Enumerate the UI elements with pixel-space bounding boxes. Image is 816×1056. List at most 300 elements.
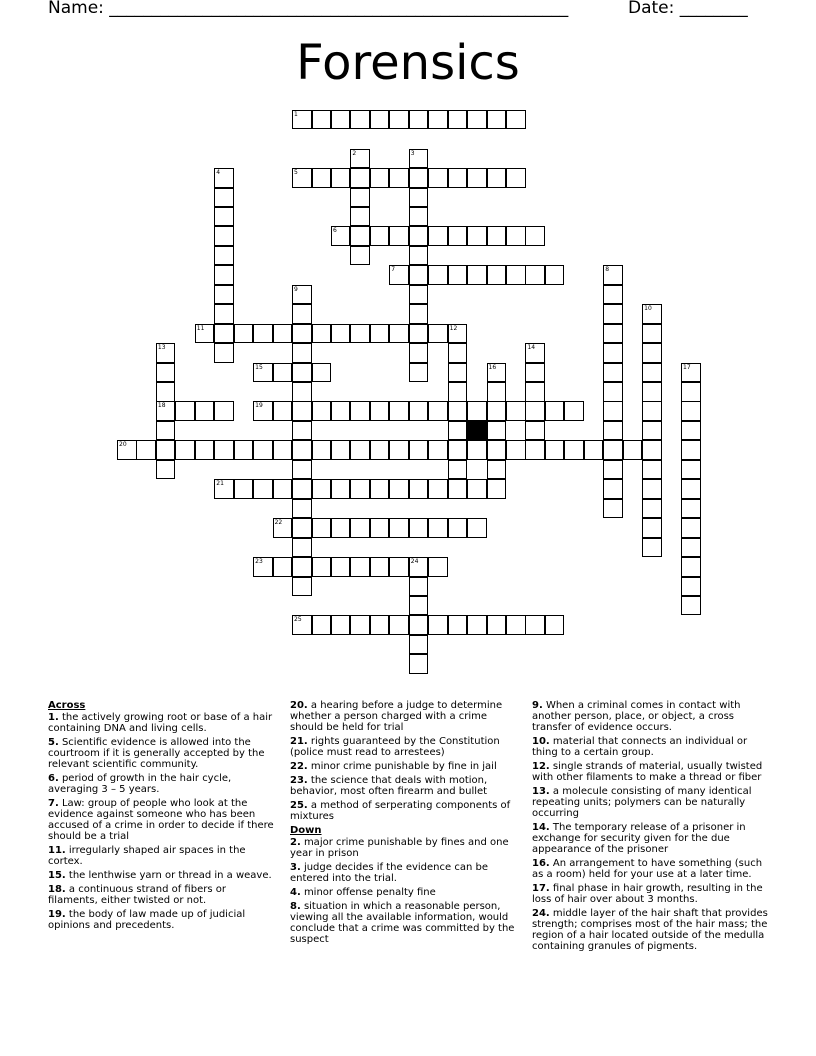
crossword-cell[interactable] <box>525 363 545 383</box>
crossword-cell[interactable] <box>603 382 623 402</box>
crossword-cell[interactable] <box>370 518 390 538</box>
crossword-cell[interactable] <box>506 110 526 130</box>
crossword-cell[interactable] <box>642 460 662 480</box>
crossword-cell[interactable] <box>273 518 293 538</box>
crossword-cell[interactable] <box>428 615 448 635</box>
crossword-cell[interactable] <box>428 226 448 246</box>
crossword-cell[interactable] <box>331 479 351 499</box>
crossword-cell[interactable] <box>331 440 351 460</box>
crossword-cell[interactable] <box>409 654 429 674</box>
clue-down: 16. An arrangement to have something (such as a room) held for your use at a later time. <box>532 858 763 880</box>
clue-across: 23. the science that deals with motion, behavior, most often firearm and bullet <box>290 775 488 797</box>
crossword-cell[interactable] <box>642 538 662 558</box>
crossword-cell[interactable] <box>603 343 623 363</box>
clue-down: 14. The temporary release of a prisoner in exchange for security given for the due appearance of the prisoner <box>532 822 746 855</box>
crossword-cell[interactable] <box>642 401 662 421</box>
crossword-cell[interactable] <box>214 265 234 285</box>
crossword-cell[interactable] <box>195 324 215 344</box>
crossword-cell[interactable] <box>409 324 429 344</box>
crossword-cell[interactable] <box>487 226 507 246</box>
crossword-cell[interactable] <box>253 557 273 577</box>
crossword-cell[interactable] <box>681 363 701 383</box>
crossword-cell[interactable] <box>467 110 487 130</box>
crossword-cell[interactable] <box>331 557 351 577</box>
crossword-cell[interactable] <box>389 401 409 421</box>
crossword-cell[interactable] <box>487 460 507 480</box>
crossword-cell[interactable] <box>350 149 370 169</box>
clue-number: 2 <box>352 149 357 157</box>
crossword-cell[interactable] <box>273 401 293 421</box>
clue-number: 10 <box>644 305 652 313</box>
crossword-cell[interactable] <box>370 557 390 577</box>
crossword-cell[interactable] <box>409 635 429 655</box>
crossword-cell[interactable] <box>253 324 273 344</box>
crossword-cell[interactable] <box>487 265 507 285</box>
crossword-cell[interactable] <box>234 324 254 344</box>
clue-across: 25. a method of serperating components of mixtures <box>290 800 511 822</box>
crossword-cell[interactable] <box>681 479 701 499</box>
crossword-cell[interactable] <box>350 518 370 538</box>
crossword-cell[interactable] <box>525 382 545 402</box>
crossword-cell[interactable] <box>409 149 429 169</box>
crossword-cell[interactable] <box>525 421 545 441</box>
crossword-cell[interactable] <box>292 401 312 421</box>
crossword-cell[interactable] <box>428 110 448 130</box>
crossword-cell[interactable] <box>292 382 312 402</box>
crossword-cell[interactable] <box>292 324 312 344</box>
crossword-cell[interactable] <box>312 363 332 383</box>
crossword-cell[interactable] <box>409 110 429 130</box>
crossword-cell[interactable] <box>487 168 507 188</box>
crossword-cell[interactable] <box>312 615 332 635</box>
clue-number: 19 <box>255 402 263 410</box>
clue-number: 15 <box>255 363 263 371</box>
crossword-cell[interactable] <box>350 110 370 130</box>
crossword-cell[interactable] <box>370 168 390 188</box>
crossword-cell[interactable] <box>350 479 370 499</box>
clue-number: 9 <box>294 285 298 293</box>
crossword-cell[interactable] <box>525 440 545 460</box>
crossword-cell[interactable] <box>409 518 429 538</box>
crossword-cell[interactable] <box>292 577 312 597</box>
clue-number: 22 <box>274 519 283 527</box>
crossword-cell[interactable] <box>292 460 312 480</box>
crossword-cell[interactable] <box>467 615 487 635</box>
crossword-cell[interactable] <box>506 401 526 421</box>
crossword-cell[interactable] <box>214 324 234 344</box>
crossword-cell[interactable] <box>603 265 623 285</box>
crossword-cell[interactable] <box>409 596 429 616</box>
crossword-cell[interactable] <box>603 304 623 324</box>
crossword-cell[interactable] <box>389 226 409 246</box>
crossword-cell[interactable] <box>156 343 176 363</box>
crossword-cell[interactable] <box>487 401 507 421</box>
crossword-cell[interactable] <box>389 110 409 130</box>
clue-down: 10. material that connects an individual or thing to a certain group. <box>532 736 748 758</box>
crossword-cell[interactable] <box>312 557 332 577</box>
crossword-cell[interactable] <box>409 246 429 266</box>
clue-across: 7. Law: group of people who look at the evidence against someone who has been accused of a crime in order to decide if there should be a trial <box>48 798 274 842</box>
crossword-cell[interactable] <box>448 343 468 363</box>
crossword-cell[interactable] <box>409 207 429 227</box>
crossword-cell[interactable] <box>292 518 312 538</box>
crossword-cell[interactable] <box>642 479 662 499</box>
crossword-cell[interactable] <box>409 188 429 208</box>
crossword-cell[interactable] <box>292 110 312 130</box>
clues-column-2 <box>290 700 522 948</box>
crossword-cell[interactable] <box>292 538 312 558</box>
crossword-cell[interactable] <box>545 265 565 285</box>
crossword-cell[interactable] <box>292 168 312 188</box>
crossword-cell[interactable] <box>312 168 332 188</box>
crossword-cell[interactable] <box>273 440 293 460</box>
crossword-cell[interactable] <box>681 440 701 460</box>
crossword-cell[interactable] <box>350 401 370 421</box>
crossword-cell[interactable] <box>681 538 701 558</box>
clue-across: 20. a hearing before a judge to determine whether a person charged with a crime should be held for trial <box>290 700 503 733</box>
crossword-cell[interactable] <box>214 188 234 208</box>
crossword-cell[interactable] <box>506 615 526 635</box>
crossword-cell[interactable] <box>409 285 429 305</box>
crossword-cell[interactable] <box>214 440 234 460</box>
crossword-cell[interactable] <box>545 615 565 635</box>
crossword-cell[interactable] <box>409 226 429 246</box>
crossword-cell[interactable] <box>487 421 507 441</box>
crossword-cell[interactable] <box>681 421 701 441</box>
crossword-cell[interactable] <box>370 479 390 499</box>
crossword-cell[interactable] <box>603 421 623 441</box>
crossword-cell[interactable] <box>603 363 623 383</box>
crossword-cell[interactable] <box>156 401 176 421</box>
crossword-cell[interactable] <box>467 168 487 188</box>
crossword-cell[interactable] <box>156 382 176 402</box>
crossword-cell[interactable] <box>506 226 526 246</box>
crossword-cell[interactable] <box>292 304 312 324</box>
clue-number: 24 <box>410 558 419 566</box>
crossword-cell[interactable] <box>292 557 312 577</box>
clue-number: 16 <box>488 363 497 371</box>
crossword-cell[interactable] <box>681 577 701 597</box>
crossword-cell[interactable] <box>448 265 468 285</box>
crossword-cell[interactable] <box>428 479 448 499</box>
crossword-cell[interactable] <box>292 363 312 383</box>
crossword-cell[interactable] <box>136 440 156 460</box>
date-label: Date: <box>628 0 680 18</box>
crossword-cell[interactable] <box>409 440 429 460</box>
crossword-cell[interactable] <box>487 479 507 499</box>
crossword-cell[interactable] <box>564 440 584 460</box>
crossword-cell[interactable] <box>642 343 662 363</box>
crossword-cell[interactable] <box>350 615 370 635</box>
crossword-cell[interactable] <box>603 499 623 519</box>
crossword-cell[interactable] <box>681 518 701 538</box>
clues-column-1 <box>48 700 278 934</box>
crossword-cell[interactable] <box>487 615 507 635</box>
crossword-cell[interactable] <box>312 440 332 460</box>
crossword-cell[interactable] <box>448 226 468 246</box>
crossword-cell[interactable] <box>273 324 293 344</box>
clue-down: 9. When a criminal comes in contact with another person, place, or object, a cross transfer of evidence occurs. <box>532 700 741 733</box>
crossword-cell[interactable] <box>428 324 448 344</box>
crossword-cell[interactable] <box>389 324 409 344</box>
crossword-cell[interactable] <box>214 207 234 227</box>
crossword-cell[interactable] <box>603 479 623 499</box>
crossword-cell[interactable] <box>525 265 545 285</box>
crossword-cell[interactable] <box>370 324 390 344</box>
crossword-cell[interactable] <box>175 401 195 421</box>
crossword-cell[interactable] <box>214 401 234 421</box>
crossword-cell[interactable] <box>642 382 662 402</box>
crossword-cell[interactable] <box>312 479 332 499</box>
crossword-cell[interactable] <box>292 285 312 305</box>
crossword-cell[interactable] <box>292 343 312 363</box>
crossword-cell[interactable] <box>350 557 370 577</box>
crossword-cell[interactable] <box>467 440 487 460</box>
crossword-cell[interactable] <box>253 479 273 499</box>
crossword-cell[interactable] <box>545 440 565 460</box>
crossword-cell[interactable] <box>448 421 468 441</box>
crossword-cell[interactable] <box>467 401 487 421</box>
crossword-cell[interactable] <box>234 479 254 499</box>
crossword-cell[interactable] <box>681 596 701 616</box>
crossword-cell[interactable] <box>156 421 176 441</box>
crossword-cell[interactable] <box>312 401 332 421</box>
crossword-cell[interactable] <box>525 615 545 635</box>
crossword-cell[interactable] <box>487 382 507 402</box>
crossword-cell[interactable] <box>525 226 545 246</box>
crossword-cell[interactable] <box>681 499 701 519</box>
crossword-cell[interactable] <box>409 479 429 499</box>
crossword-cell[interactable] <box>448 518 468 538</box>
crossword-cell[interactable] <box>506 265 526 285</box>
crossword-cell[interactable] <box>467 518 487 538</box>
clue-across: 1. the actively growing root or base of a hair containing DNA and living cells. <box>48 712 273 734</box>
crossword-cell[interactable] <box>409 343 429 363</box>
crossword-cell[interactable] <box>350 440 370 460</box>
crossword-cell[interactable] <box>292 479 312 499</box>
crossword-cell[interactable] <box>350 226 370 246</box>
crossword-cell[interactable] <box>389 479 409 499</box>
crossword-cell[interactable] <box>389 615 409 635</box>
crossword-cell[interactable] <box>389 265 409 285</box>
crossword-cell[interactable] <box>506 168 526 188</box>
date-line[interactable]: ________ <box>679 0 748 18</box>
clue-across: 6. period of growth in the hair cycle, averaging 3 – 5 years. <box>48 773 232 795</box>
crossword-cell[interactable] <box>603 440 623 460</box>
clue-number: 14 <box>527 344 536 352</box>
crossword-cell[interactable] <box>428 557 448 577</box>
clue-number: 25 <box>294 616 302 624</box>
clue-number: 7 <box>391 266 396 274</box>
crossword-cell[interactable] <box>253 401 273 421</box>
crossword-cell[interactable] <box>409 304 429 324</box>
clue-across: 19. the body of law made up of judicial opinions and precedents. <box>48 909 246 931</box>
crossword-cell[interactable] <box>642 421 662 441</box>
crossword-cell[interactable] <box>642 304 662 324</box>
crossword-cell[interactable] <box>467 265 487 285</box>
clue-down: 2. major crime punishable by fines and one year in prison <box>290 837 509 859</box>
crossword-cell[interactable] <box>448 168 468 188</box>
crossword-cell[interactable] <box>448 401 468 421</box>
crossword-cell[interactable] <box>292 421 312 441</box>
crossword-cell[interactable] <box>273 479 293 499</box>
crossword-cell[interactable] <box>389 557 409 577</box>
page-title: Forensics <box>296 35 520 91</box>
clue-number: 3 <box>410 149 415 157</box>
clue-number: 5 <box>294 169 298 177</box>
crossword-cell[interactable] <box>350 324 370 344</box>
clue-across: 21. rights guaranteed by the Constitution (police must read to arrestees) <box>290 736 500 758</box>
crossword-cell[interactable] <box>292 440 312 460</box>
clue-number: 6 <box>332 227 337 235</box>
crossword-cell[interactable] <box>350 207 370 227</box>
crossword-cell[interactable] <box>214 226 234 246</box>
crossword-cell[interactable] <box>214 479 234 499</box>
crossword-cell[interactable] <box>448 324 468 344</box>
crossword-cell[interactable] <box>350 168 370 188</box>
crossword-cell[interactable] <box>273 363 293 383</box>
crossword-cell[interactable] <box>331 324 351 344</box>
crossword-cell[interactable] <box>603 460 623 480</box>
crossword-cell[interactable] <box>214 246 234 266</box>
crossword-cell[interactable] <box>564 401 584 421</box>
crossword-cell[interactable] <box>603 401 623 421</box>
crossword-cell[interactable] <box>409 168 429 188</box>
name-line[interactable]: ______________________________________________________ <box>109 0 569 18</box>
crossword-cell[interactable] <box>117 440 137 460</box>
crossword-cell[interactable] <box>409 557 429 577</box>
clue-across: 18. a continuous strand of fibers or filaments, either twisted or not. <box>48 884 226 906</box>
crossword-cell[interactable] <box>642 324 662 344</box>
crossword-cell[interactable] <box>681 401 701 421</box>
crossword-cell[interactable] <box>156 460 176 480</box>
crossword-cell[interactable] <box>370 110 390 130</box>
crossword-cell[interactable] <box>448 440 468 460</box>
crossword-cell[interactable] <box>350 188 370 208</box>
clue-down: 13. a molecule consisting of many identical repeating units; polymers can be naturally occurring <box>532 786 752 819</box>
crossword-cell[interactable] <box>487 440 507 460</box>
crossword-cell[interactable] <box>156 363 176 383</box>
crossword-cell[interactable] <box>409 401 429 421</box>
crossword-cell[interactable] <box>195 401 215 421</box>
clue-down: 12. single strands of material, usually twisted with other filaments to make a thread or fiber <box>532 761 763 783</box>
crossword-cell[interactable] <box>331 518 351 538</box>
crossword-cell[interactable] <box>603 324 623 344</box>
crossword-cell[interactable] <box>448 382 468 402</box>
crossword-cell[interactable] <box>545 401 565 421</box>
clue-number: 13 <box>157 344 166 352</box>
crossword-cell[interactable] <box>603 285 623 305</box>
clue-down: 24. middle layer of the hair shaft that provides strength; comprises most of the hair mass; the region of a hair located outside of the medulla containing granules of pigments. <box>532 908 768 952</box>
crossword-cell[interactable] <box>370 401 390 421</box>
crossword-cell[interactable] <box>487 110 507 130</box>
crossword-cell[interactable] <box>370 440 390 460</box>
crossword-cell[interactable] <box>292 499 312 519</box>
crossword-cell[interactable] <box>273 557 293 577</box>
crossword-cell[interactable] <box>487 363 507 383</box>
crossword-cell[interactable] <box>312 110 332 130</box>
crossword-cell[interactable] <box>331 615 351 635</box>
clue-number: 12 <box>449 324 458 332</box>
clue-down: 4. minor offense penalty fine <box>290 887 436 898</box>
crossword-cell[interactable] <box>428 440 448 460</box>
crossword-cell[interactable] <box>409 363 429 383</box>
clue-number: 20 <box>119 441 127 449</box>
crossword-cell[interactable] <box>506 440 526 460</box>
crossword-cell[interactable] <box>253 363 273 383</box>
crossword-cell[interactable] <box>214 285 234 305</box>
clue-number: 18 <box>157 402 166 410</box>
crossword-cell[interactable] <box>409 265 429 285</box>
crossword-cell[interactable] <box>448 615 468 635</box>
crossword-cell[interactable] <box>214 343 234 363</box>
clue-across: 15. the lenthwise yarn or thread in a weave. <box>48 870 272 881</box>
crossword-cell[interactable] <box>448 110 468 130</box>
crossword-cell[interactable] <box>234 440 254 460</box>
crossword-cell[interactable] <box>428 401 448 421</box>
clue-across: 11. irregularly shaped air spaces in the cortex. <box>48 845 246 867</box>
clue-number: 4 <box>216 169 221 177</box>
crossword-cell[interactable] <box>467 226 487 246</box>
crossword-cell[interactable] <box>409 577 429 597</box>
crossword-cell[interactable] <box>428 518 448 538</box>
crossword-cell[interactable] <box>312 518 332 538</box>
crossword-cell[interactable] <box>681 557 701 577</box>
crossword-cell[interactable] <box>331 401 351 421</box>
crossword-cell[interactable] <box>467 479 487 499</box>
crossword-cell[interactable] <box>331 226 351 246</box>
clue-down: 3. judge decides if the evidence can be entered into the trial. <box>290 862 488 884</box>
crossword-cell[interactable] <box>448 363 468 383</box>
crossword-cell[interactable] <box>642 518 662 538</box>
crossword-cell[interactable] <box>253 440 273 460</box>
crossword-cell[interactable] <box>642 440 662 460</box>
crossword-cell[interactable] <box>525 343 545 363</box>
crossword-cell[interactable] <box>448 460 468 480</box>
crossword-cell[interactable] <box>389 518 409 538</box>
clue-number: 1 <box>294 110 298 118</box>
crossword-cell[interactable] <box>642 499 662 519</box>
crossword-cell[interactable] <box>389 168 409 188</box>
crossword-cell[interactable] <box>175 440 195 460</box>
crossword-cell[interactable] <box>214 168 234 188</box>
crossword-cell[interactable] <box>370 226 390 246</box>
crossword-cell[interactable] <box>428 168 448 188</box>
crossword-cell[interactable] <box>448 479 468 499</box>
crossword-cell[interactable] <box>292 615 312 635</box>
name-label: Name: <box>48 0 110 18</box>
crossword-cell[interactable] <box>623 440 643 460</box>
crossword-cell[interactable] <box>370 615 390 635</box>
crossword-cell[interactable] <box>642 363 662 383</box>
crossword-cell[interactable] <box>681 460 701 480</box>
crossword-cell[interactable] <box>584 440 604 460</box>
crossword-cell[interactable] <box>331 168 351 188</box>
crossword-cell[interactable] <box>214 304 234 324</box>
clue-number: 21 <box>216 480 224 488</box>
crossword-cell[interactable] <box>312 324 332 344</box>
crossword-cell[interactable] <box>681 382 701 402</box>
crossword-cell[interactable] <box>428 265 448 285</box>
crossword-cell[interactable] <box>156 440 176 460</box>
crossword-cell[interactable] <box>525 401 545 421</box>
crossword-cell[interactable] <box>389 440 409 460</box>
crossword-cell[interactable] <box>195 440 215 460</box>
clue-across: 5. Scientific evidence is allowed into the courtroom if it is generally accepted by the relevant scientific community. <box>48 737 265 770</box>
crossword-cell[interactable] <box>350 246 370 266</box>
crossword-cell[interactable] <box>331 110 351 130</box>
crossword-cell[interactable] <box>409 615 429 635</box>
